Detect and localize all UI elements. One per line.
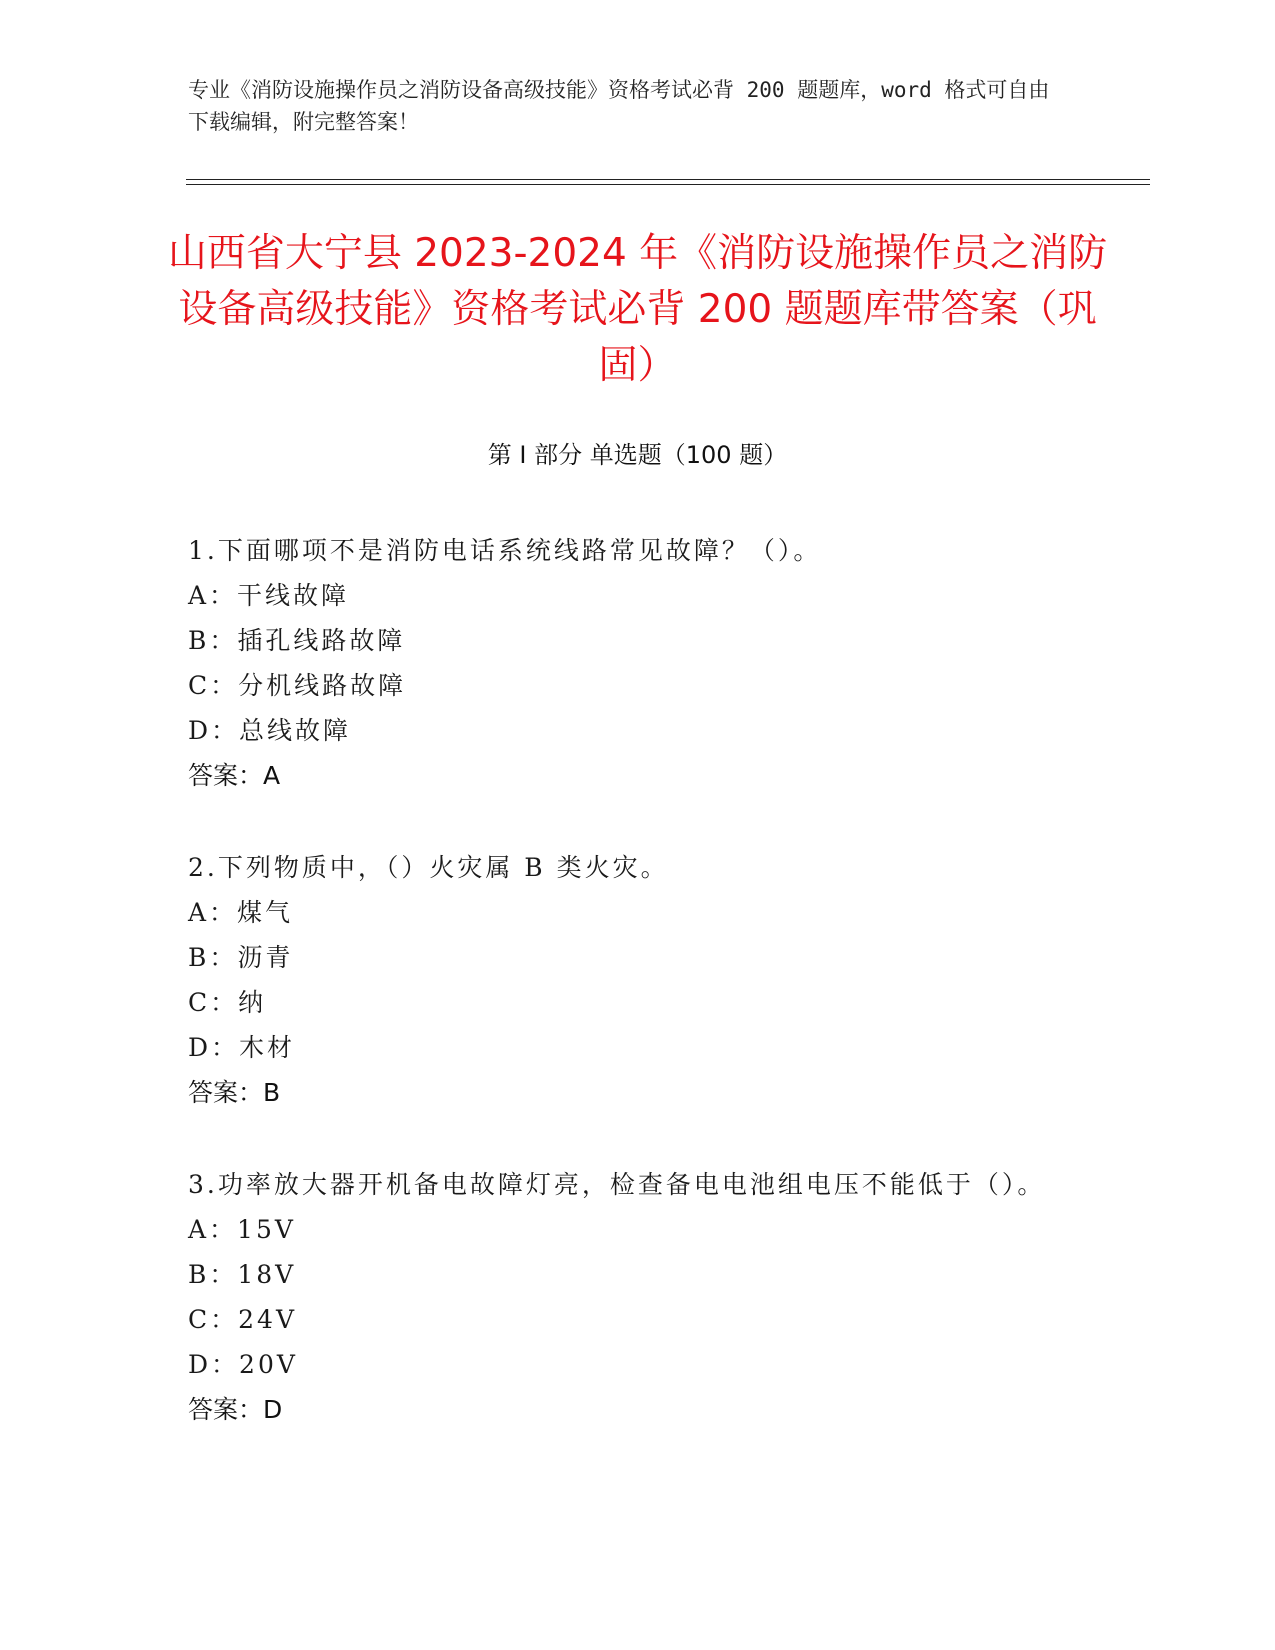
- question-2: [188, 845, 1068, 1115]
- answer: 答案：A: [188, 761, 281, 790]
- document-title: 山西省大宁县 2023-2024 年《消防设施操作员之消防设备高级技能》资格考试必背 200 题题库带答案（巩固）: [167, 231, 1108, 388]
- answer: 答案：D: [188, 1395, 283, 1424]
- header-note: 专业《消防设施操作员之消防设备高级技能》资格考试必背 200 题题库，word 格式可自由下载编辑，附完整答案！: [188, 78, 1050, 134]
- question-stem: 2.下列物质中，（）火灾属 B 类火灾。: [188, 853, 669, 882]
- option-b: B：18V: [188, 1260, 297, 1289]
- question-stem: 1.下面哪项不是消防电话系统线路常见故障？（）。: [188, 536, 822, 565]
- option-d: D：20V: [188, 1350, 298, 1379]
- option-b: B：插孔线路故障: [188, 626, 406, 655]
- option-d: D：总线故障: [188, 716, 352, 745]
- question-stem: 3.功率放大器开机备电故障灯亮，检查备电电池组电压不能低于（）。: [188, 1170, 1046, 1199]
- option-c: C：24V: [188, 1305, 297, 1334]
- option-d: D：木材: [188, 1033, 296, 1062]
- header-rule-bottom: [186, 184, 1150, 185]
- option-a: A：煤气: [188, 898, 294, 927]
- question-3: [188, 1162, 1068, 1432]
- question-1: [188, 528, 1068, 798]
- option-c: C：分机线路故障: [188, 671, 407, 700]
- option-a: A：15V: [188, 1215, 296, 1244]
- header-rule-top: [186, 179, 1150, 180]
- section-heading: 第 I 部分 单选题（100 题）: [487, 441, 788, 469]
- option-b: B：沥青: [188, 943, 294, 972]
- answer: 答案：B: [188, 1078, 281, 1107]
- option-a: A：干线故障: [188, 581, 350, 610]
- option-c: C：纳: [188, 988, 267, 1017]
- question-list: [188, 528, 1068, 1479]
